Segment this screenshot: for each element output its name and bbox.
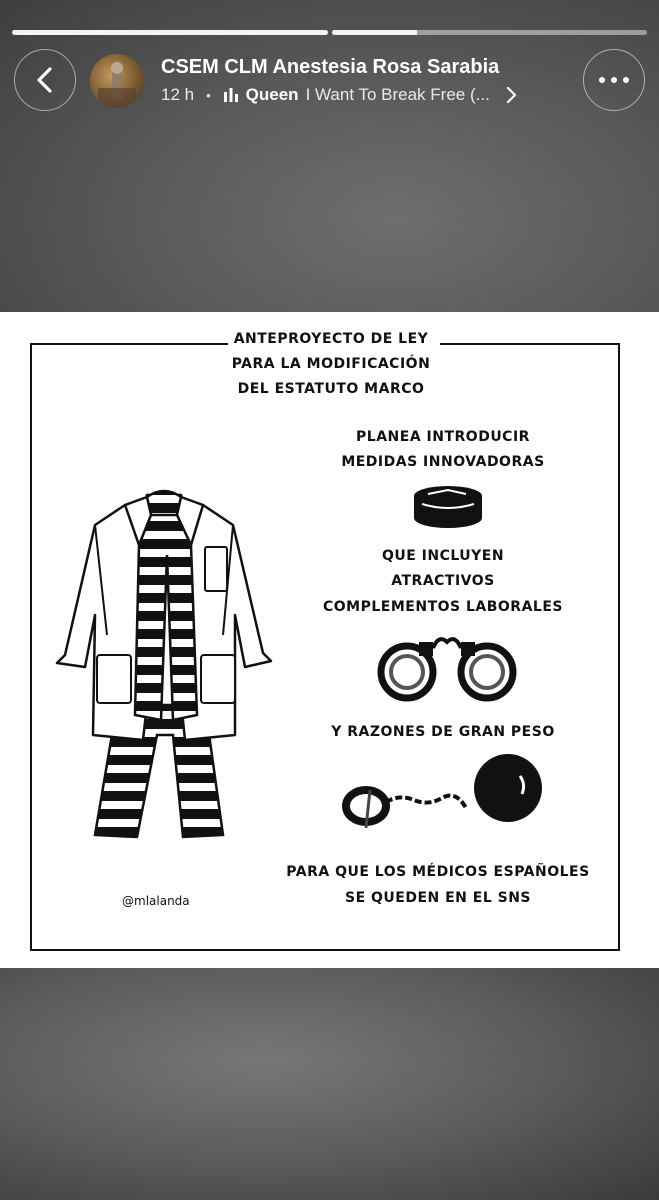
caption-1-line-1: PLANEA INTRODUCIR (356, 429, 530, 445)
music-bars-icon (223, 88, 239, 102)
ball-and-chain-icon (340, 748, 545, 840)
caption-1-line-2: MEDIDAS INNOVADORAS (341, 454, 545, 470)
blurred-background-bottom (0, 968, 659, 1200)
chevron-right-icon[interactable] (504, 86, 518, 104)
story-time: 12 h (161, 85, 195, 104)
music-artist[interactable]: Queen (245, 85, 299, 104)
handcuffs-icon (375, 628, 520, 708)
story-meta (161, 85, 518, 105)
avatar[interactable] (90, 54, 144, 108)
caption-2-line-1: QUE INCLUYEN (381, 548, 505, 564)
meta-separator: • (206, 87, 211, 103)
caption-4-line-2: SE QUEDEN EN EL SNS (344, 890, 532, 906)
cartoon-title-line-2: PARA LA MODIFICACIÓN (231, 356, 431, 372)
more-icon (597, 76, 631, 84)
blurred-background-top (0, 0, 659, 312)
cartoon-title-line-3: DEL ESTATUTO MARCO (237, 381, 425, 397)
chevron-left-icon (33, 65, 57, 95)
caption-4-line-1: PARA QUE LOS MÉDICOS ESPAÑOLES (286, 864, 590, 880)
caption-2-line-3: COMPLEMENTOS LABORALES (323, 599, 563, 615)
story-author[interactable]: CSEM CLM Anestesia Rosa Sarabia (161, 56, 500, 78)
caption-3-line-1: Y RAZONES DE GRAN PESO (331, 724, 555, 740)
cartoon-title-line-1: ANTEPROYECTO DE LEY (233, 331, 429, 347)
cake-icon (408, 482, 488, 534)
story-progress-1 (12, 30, 328, 35)
music-track[interactable]: I Want To Break Free (... (305, 85, 490, 104)
caption-2-line-2: ATRACTIVOS (391, 573, 495, 589)
back-button[interactable] (14, 49, 76, 111)
artist-handle: @mlalanda (122, 894, 190, 908)
more-button[interactable] (583, 49, 645, 111)
story-progress-2 (332, 30, 647, 35)
lab-coat-prison-stripes-illustration (55, 485, 275, 845)
